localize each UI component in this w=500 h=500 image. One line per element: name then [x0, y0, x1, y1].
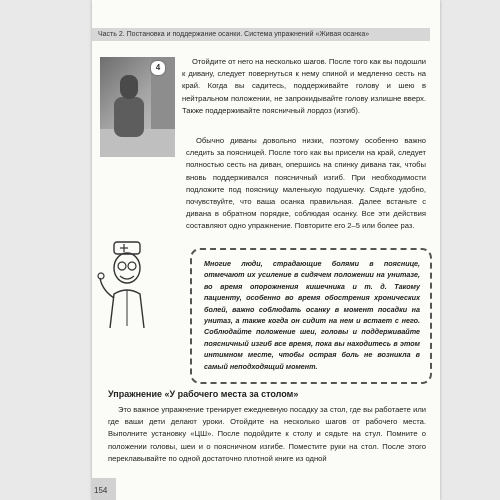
running-header: Часть 2. Постановка и поддержание осанки. Система упражнений «Живая осанка» — [92, 28, 430, 41]
paragraph-1: Отойдите от него на несколько шагов. После того как вы подошли к дивану, следует повернуться к нему спиной и медленно сесть на край. Когда вы садитесь, поддерживайте голову и шею в нейтральном положении, не запрокидывайте голову излишне вверх. Также поддерживайте поясничный лордоз (изгиб). — [182, 57, 427, 115]
tip-callout-text: Многие люди, страдающие болями в пояснице, отмечают их усиление в сидячем положении на унитазе, во время опорожнения кишечника и т. д. Такому пациенту, особенно во время обострения хронических болей, важно соблюдать осанку в момент посадки на унитаз, а также когда он сидит на нем и встает с него. Соблюдайте положение шеи, головы и поддерживайте поясничный изгиб все время, пока вы находитесь в этом интимном месте, чтобы острая боль не возникла в самый неподходящий момент. — [204, 259, 420, 371]
doctor-illustration-icon — [96, 238, 160, 330]
section-heading: Упражнение «У рабочего места за столом» — [108, 389, 299, 399]
photo-person-body — [114, 97, 144, 137]
book-page — [92, 0, 440, 500]
photo-number-badge: 4 — [150, 60, 166, 76]
photo-person-head — [120, 75, 138, 99]
paragraph-2: Обычно диваны довольно низки, поэтому особенно важно следить за поясницей. После того как вы присели на край, следует полностью сесть на диван, опершись на спинку дивана так, чтобы вновь поддерживался поясничный изгиб. При необходимости подложите под поясницу маленькую подушечку. Сядьте удобно, почувствуйте, что ваша осанка правильная. Далее встаньте с дивана в обратном порядке, соблюдая осанку. Все эти действия составляют одно упражнение. Повторите его 2–5 или более раз. — [186, 136, 426, 231]
paragraph-2-wrapper — [106, 135, 426, 233]
section-paragraph: Это важное упражнение тренирует ежедневную посадку за стол, где вы работаете или где ваши дети делают уроки. Отойдите на несколько шагов от рабочего места. Выполните установку «ЦШ». После подойдите к столу и сядьте на стул. Помните о положении головы, шеи и о поясничном изгибе. Поместите руки на стол. После этого переклавывайте по одной достаточно плотной книге из одной — [108, 405, 426, 463]
tip-callout-box — [190, 248, 432, 384]
page-number: 154 — [94, 486, 108, 495]
